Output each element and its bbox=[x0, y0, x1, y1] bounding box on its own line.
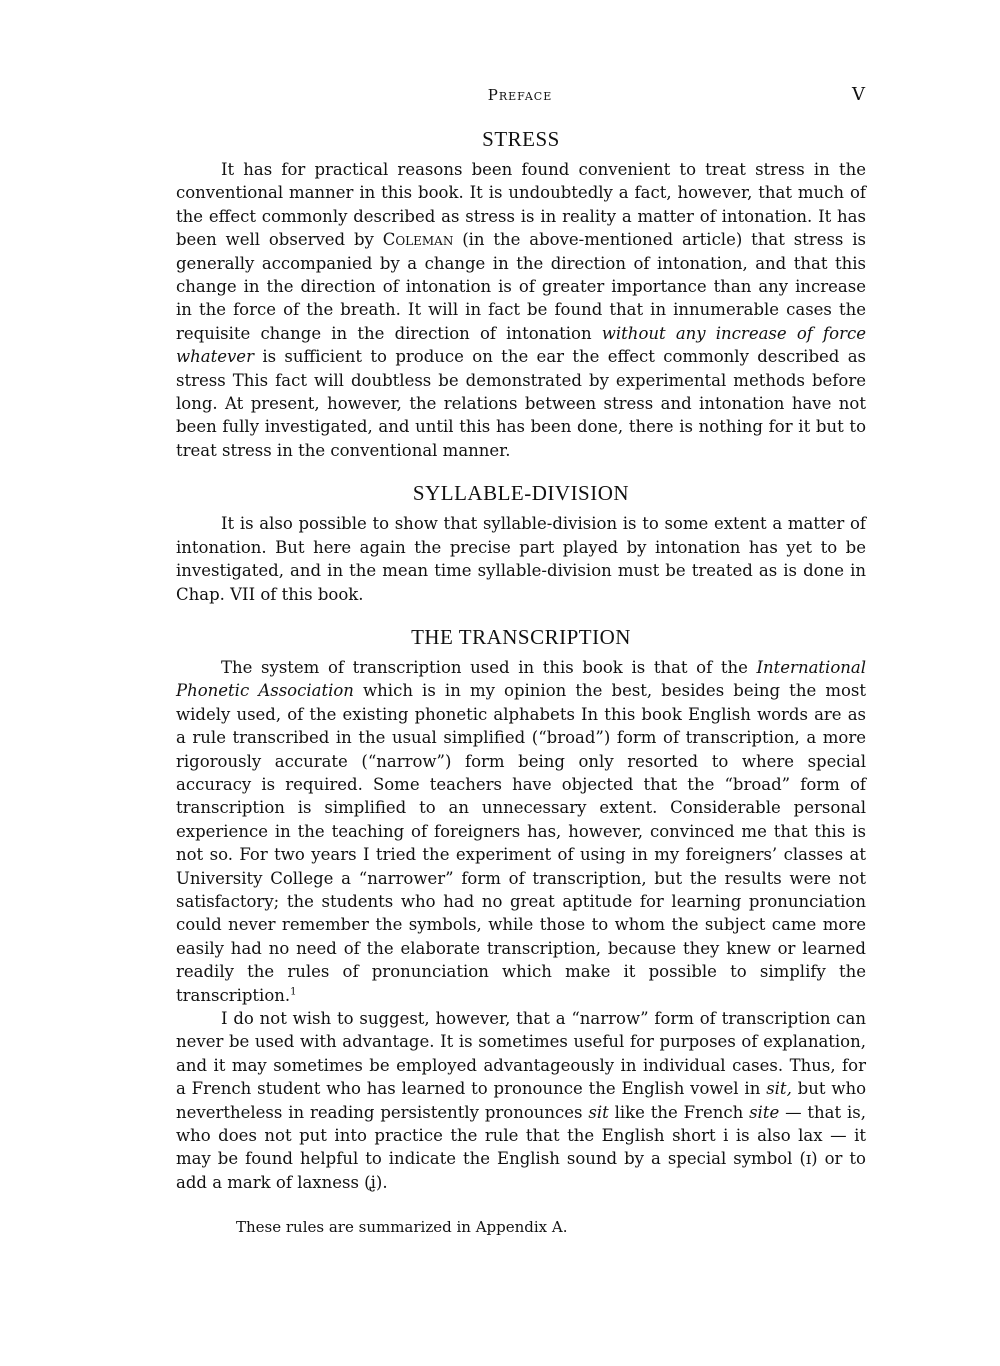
text-block bbox=[176, 124, 866, 1238]
text-run: like the French bbox=[608, 1102, 750, 1122]
text-run: (in the above-mentioned article) that stress is generally accompanied by a change in the direction of intonation, and that this change in the direction of intonation is of greater importance than any increase in the force of the breath. It will in fact be found that in innumerable cases the requisite change in the direction of intonation bbox=[176, 230, 866, 343]
italic-phrase: International Phonetic Association bbox=[176, 657, 866, 701]
paragraph-syllable-division: It is also possible to show that syllable-division is to some extent a matter of intonation. But here again the precise part played by intonation has yet to be investigated, and in the mean time syllable-division must be treated as is done in Chap. VII of this book. bbox=[176, 514, 866, 604]
heading-transcription: THE TRANSCRIPTION bbox=[411, 624, 631, 649]
italic-word: site bbox=[749, 1102, 780, 1122]
text-run: The system of transcription used in this book is that of the bbox=[221, 657, 757, 677]
page-number: V bbox=[852, 84, 865, 105]
heading-syllable-division: SYLLABLE-DIVISION bbox=[412, 481, 630, 506]
text-run: I do not wish to suggest, however, that a “narrow” form of transcription can never be used with advantage. It is sometimes useful for purposes of explanation, and it may sometimes be employed advantageously in individual cases. Thus, for a French student who has learned to pronounce the English vowel in bbox=[176, 1009, 866, 1099]
italic-phrase: without any increase of force whatever bbox=[176, 323, 866, 367]
heading-stress: STRESS bbox=[482, 127, 560, 151]
italic-word: sit, bbox=[766, 1079, 792, 1099]
text-run: but who nevertheless in reading persistently pronounces bbox=[176, 1079, 866, 1122]
running-head bbox=[175, 86, 865, 112]
text-run: It has for practical reasons been found convenient to treat stress in the conventional manner in this book. It is undoubtedly a fact, however, that much of the effect commonly described as stress is in reality a matter of intonation. It has been well observed by bbox=[176, 160, 866, 250]
footnote-marker: 1 bbox=[290, 986, 297, 998]
text-run: which is in my opinion the best, besides being the most widely used, of the existing phonetic alphabets In this book English words are as a rule transcribed in the usual simplified (“broad”) form of transcription, a more rigorously accurate (“narrow”) form being only resorted to where special accuracy is required. Some teachers have objected that the “broad” form of transcription is simplified to an unnecessary extent. Considerable personal experience in the teaching of foreigners has, however, convinced me that this is not so. For two years I tried the experiment of using in my foreigners’ classes at University College a “narrower” form of transcription, but the results were not satisfactory; the students who had no great aptitude for learning pronunciation could never remember the symbols, while those to whom the subject came more easily had no need of the elaborate transcription, because they knew or learned readily the rules of pronunciation which make it possible to simplify the transcription. bbox=[176, 681, 866, 1005]
text-run: is sufficient to produce on the ear the effect commonly described as stress This fact will doubtless be demonstrated by experimental methods before long. At present, however, the relations between stress and intonation have not been fully investigated, and until this has been done, there is nothing for it but to treat stress in the conventional manner. bbox=[176, 347, 866, 460]
author-name: Coleman bbox=[382, 230, 454, 250]
footnote: These rules are summarized in Appendix A. bbox=[236, 1218, 568, 1237]
italic-word: sit bbox=[588, 1102, 609, 1122]
text-run: — that is, who does not put into practice the rule that the English short i is also lax — it may be found helpful to indicate the English sound by a special symbol (ɪ) or to add a mark of laxness (i̢). bbox=[176, 1102, 866, 1192]
paragraph-transcription-2 bbox=[176, 1007, 866, 1194]
paragraph-stress bbox=[176, 158, 866, 462]
running-title: Preface bbox=[487, 86, 553, 104]
paragraph-transcription-1 bbox=[176, 656, 866, 1007]
